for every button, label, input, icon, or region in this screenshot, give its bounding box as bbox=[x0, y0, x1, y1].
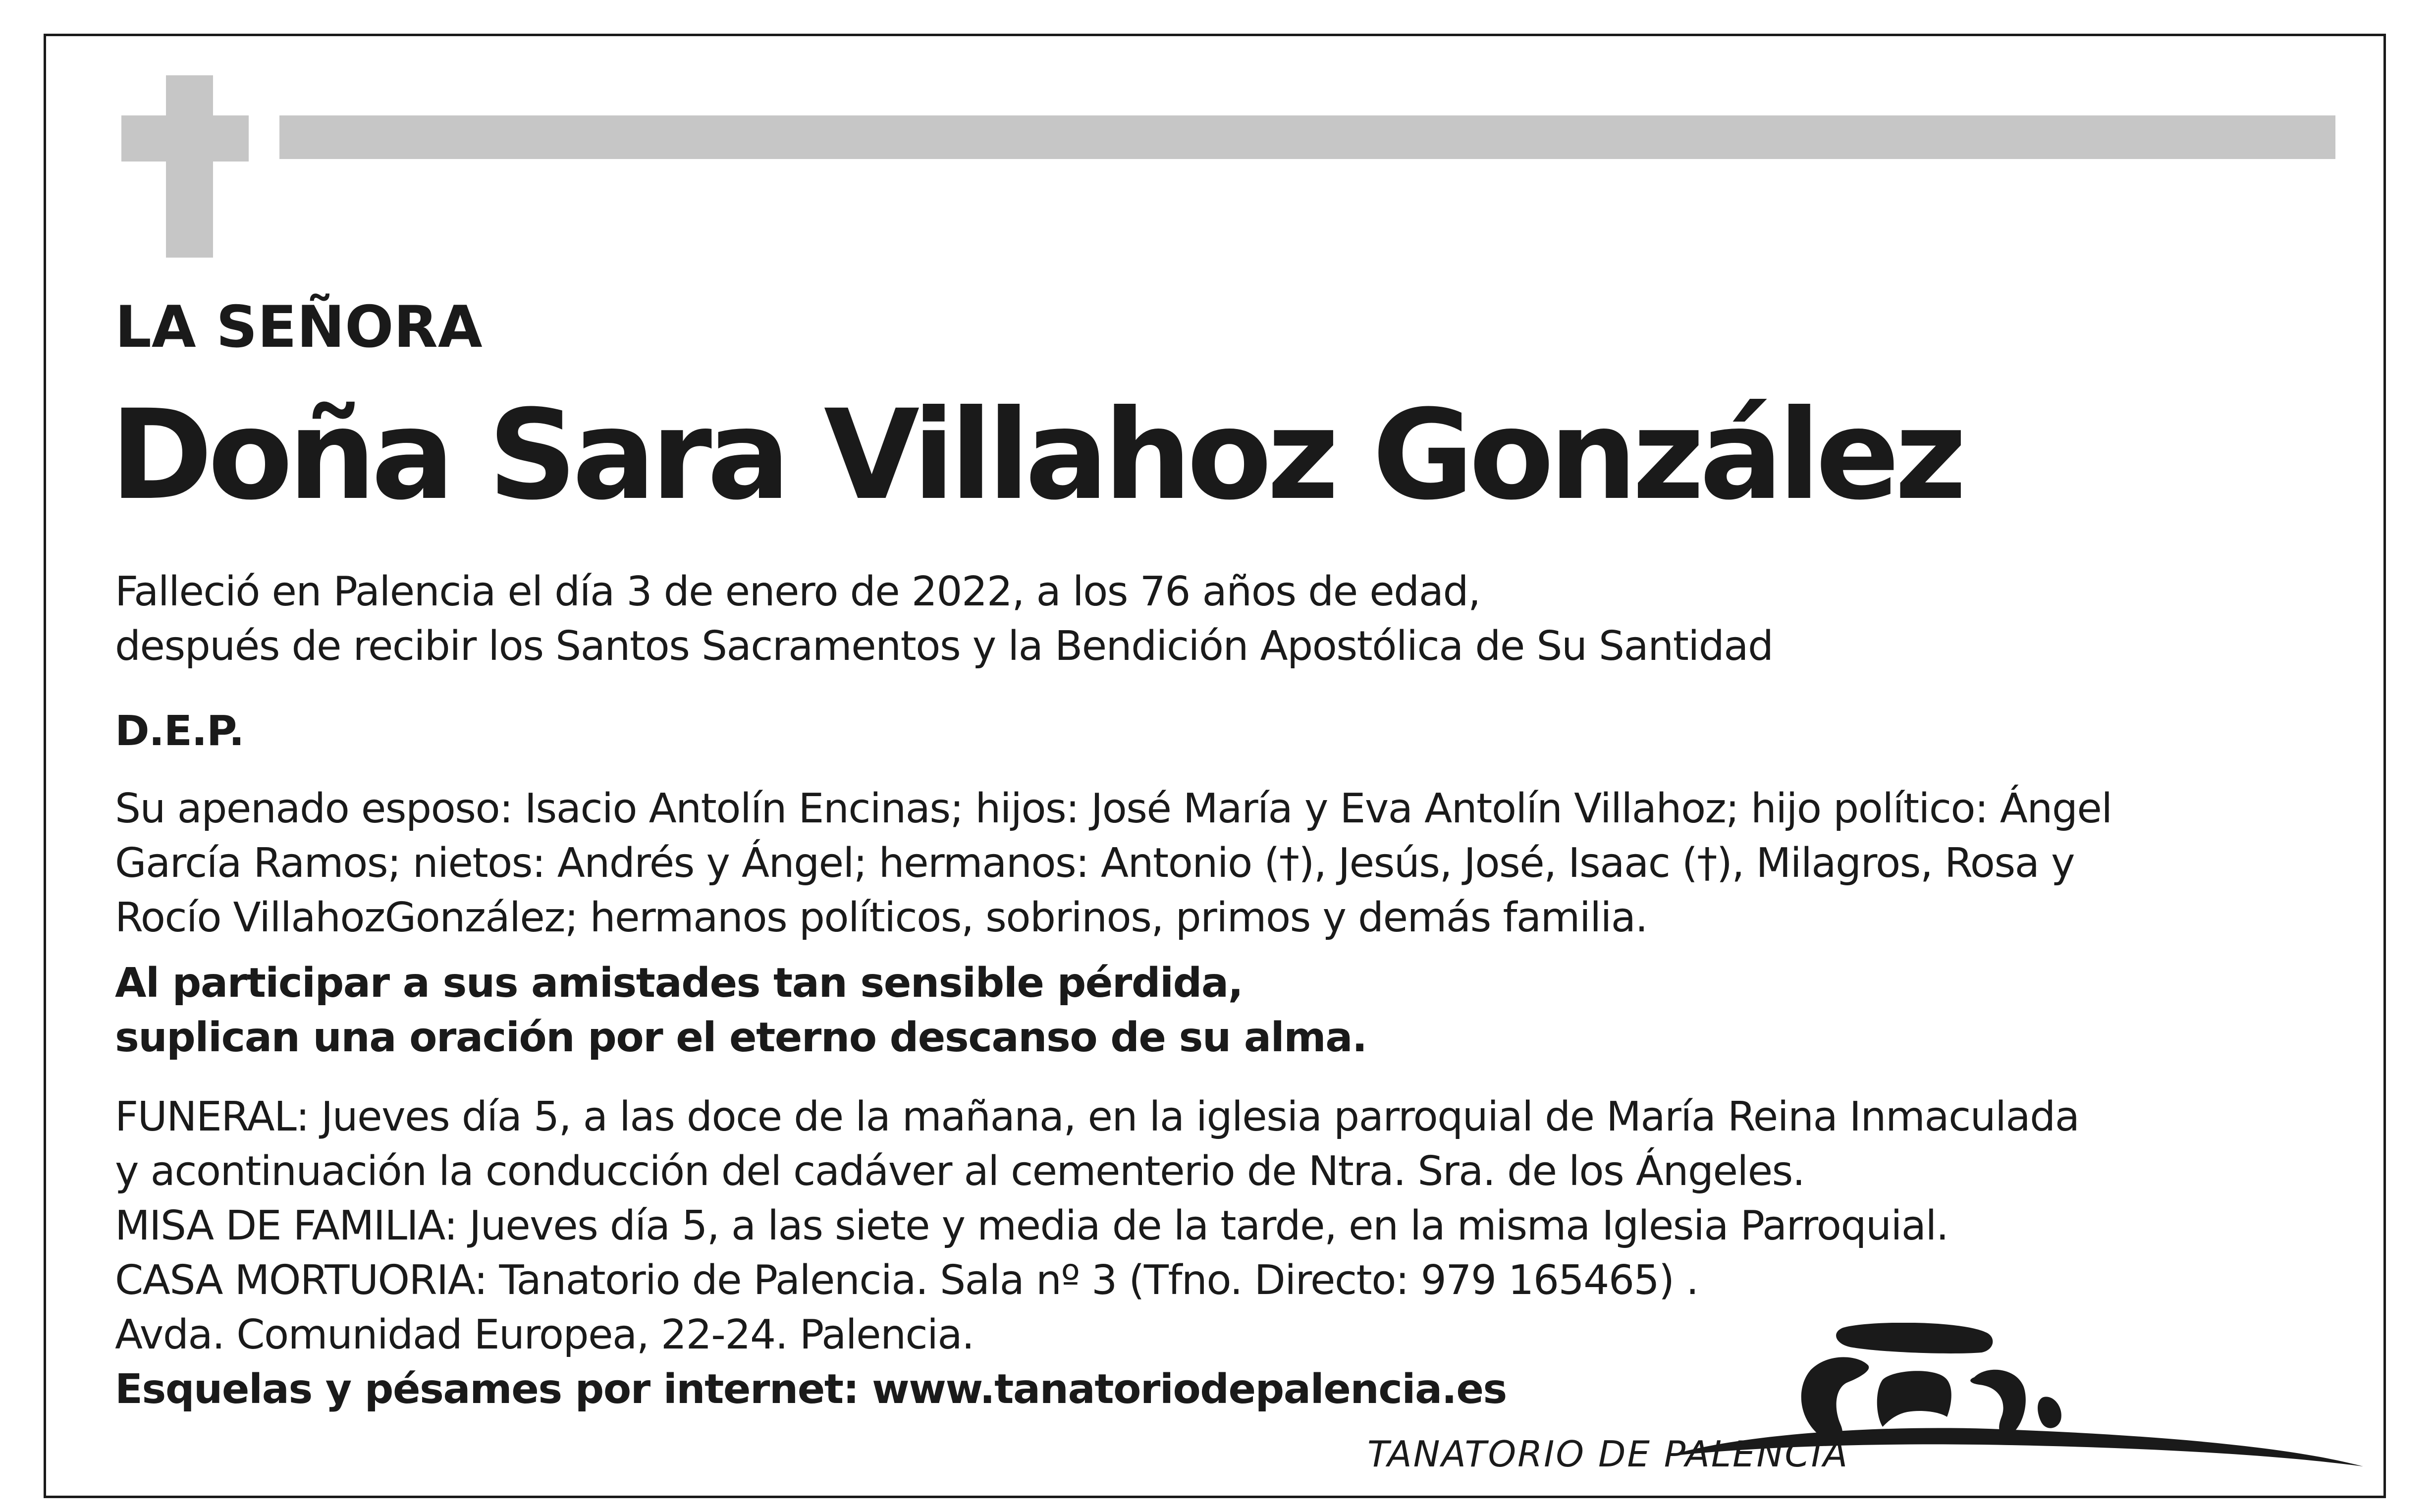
death-notice-line: Falleció en Palencia el día 3 de enero de 2022, a los 76 años de edad, bbox=[115, 568, 1480, 615]
family-line: Rocío VillahozGonzález; hermanos políticos, sobrinos, primos y demás familia. bbox=[115, 894, 1648, 941]
prayer-request-line: suplican una oración por el eterno descanso de su alma. bbox=[115, 1014, 1367, 1061]
death-notice-line: después de recibir los Santos Sacramentos y la Bendición Apostólica de Su Santidad bbox=[115, 623, 1773, 670]
prayer-request-line: Al participar a sus amistades tan sensible pérdida, bbox=[115, 960, 1243, 1007]
cross-icon-vertical bbox=[166, 75, 213, 258]
title-prefix: LA SEÑORA bbox=[115, 294, 483, 361]
family-paragraph bbox=[115, 782, 2112, 945]
rip-label: D.E.P. bbox=[115, 706, 244, 755]
internet-line: Esquelas y pésames por internet: www.tanatoriodepalencia.es bbox=[115, 1366, 1507, 1413]
address-line: Avda. Comunidad Europea, 22-24. Palencia. bbox=[115, 1311, 974, 1358]
family-line: García Ramos; nietos: Andrés y Ángel; hermanos: Antonio (†), Jesús, José, Isaac (†), Milagros, Rosa y bbox=[115, 840, 2075, 887]
mass-line: MISA DE FAMILIA: Jueves día 5, a las siete y media de la tarde, en la misma Iglesia Parroquial. bbox=[115, 1202, 1948, 1249]
deceased-name: Doña Sara Villahoz González bbox=[110, 383, 1962, 527]
tanatorio-logo-text: TANATORIO DE PALENCIA bbox=[1367, 1433, 1849, 1475]
funeral-home-line: CASA MORTUORIA: Tanatorio de Palencia. Sala nº 3 (Tfno. Directo: 979 165465) . bbox=[115, 1257, 1698, 1304]
funeral-line: y acontinuación la conducción del cadáver al cementerio de Ntra. Sra. de los Ángeles. bbox=[115, 1148, 1805, 1195]
funeral-line: FUNERAL: Jueves día 5, a las doce de la mañana, en la iglesia parroquial de María Reina Inmaculada bbox=[115, 1093, 2079, 1140]
header-bar bbox=[279, 115, 2335, 159]
prayer-request bbox=[115, 956, 1367, 1065]
family-line: Su apenado esposo: Isacio Antolín Encinas; hijos: José María y Eva Antolín Villahoz; hijo político: Ángel bbox=[115, 785, 2112, 832]
cross-icon-horizontal bbox=[121, 115, 249, 162]
death-notice bbox=[115, 565, 1773, 674]
